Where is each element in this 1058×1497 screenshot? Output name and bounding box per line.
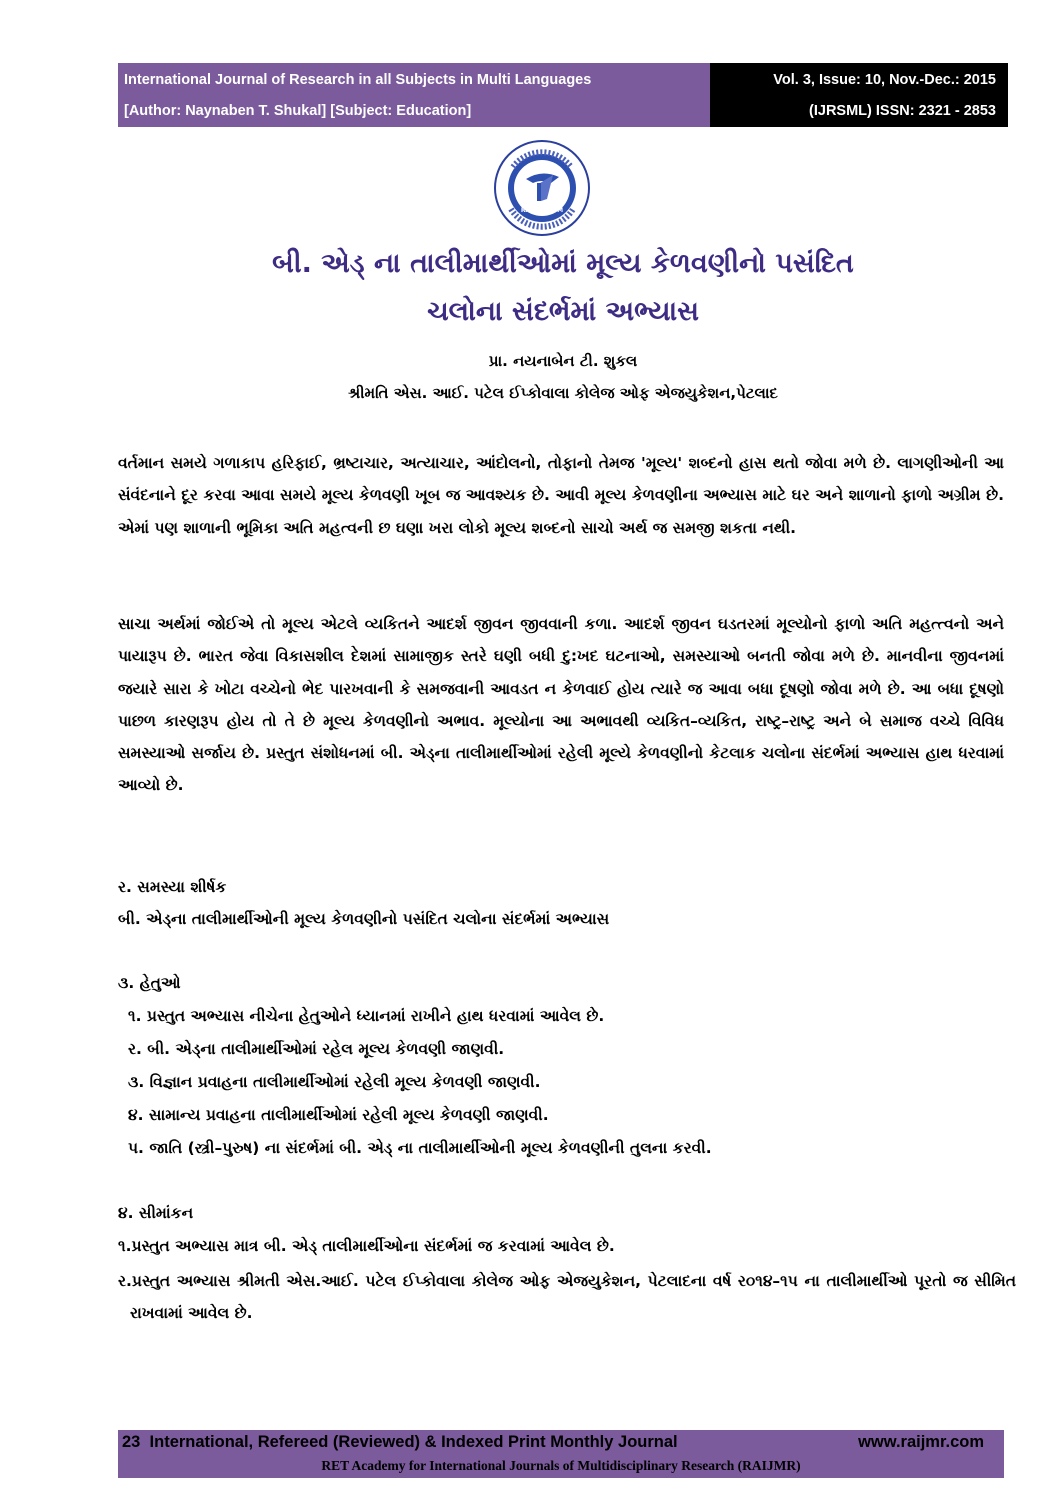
section-heading-delimitation: ૪. સીમાંકન [118,1204,194,1222]
footer-journal-desc [122,1433,678,1452]
journal-name: International Journal of Research in all Subjects in Multi Languages [124,72,592,88]
journal-footer [118,1430,1004,1478]
paper-title-line2: ચલોના સંદર્ભમાં અભ્યાસ [427,296,699,327]
problem-statement: બી. એડ્ના તાલીમાર્થીઓની મૂલ્ય કેળવણીનો પસંદિત ચલોના સંદર્ભમાં અભ્યાસ [118,910,610,928]
volume-info: Vol. 3, Issue: 10, Nov.-Dec.: 2015 [773,72,996,88]
objective-item: ર. બી. એડ્ના તાલીમાર્થીઓમાં રહેલ મૂલ્ય કેળવણી જાણવી. [128,1040,505,1058]
svg-text:RAIJMR.COM: RAIJMR.COM [520,207,564,214]
journal-header [118,63,1008,127]
footer-website[interactable]: www.raijmr.com [858,1433,984,1451]
intro-paragraph: વર્તમાન સમયે ગળાકાપ હરિફાઈ, ભ્રષ્ટાચાર, અત્યાચાર, આંદોલનો, તોફાનો તેમજ 'મૂલ્ય' શબ્દનો હાસ થતો જોવા મળે છે. લાગણીઓની આ સંવંદનાને દૂર કરવા આવા સમયે મૂલ્ય કેળવણી ખૂબ જ આવશ્યક છે. આવી મૂલ્ય કેળવણીના અભ્યાસ માટે ઘર અને શાળાનો ફાળો અગ્રીમ છે. એમાં પણ શાળાની ભૂમિકા અતિ મહત્વની છ ઘણા ખરા લોકો મૂલ્ય શબ્દનો સાચો અર્થ જ સમજી શકતા નથી. [118,454,1005,537]
issn-info: (IJRSML) ISSN: 2321 - 2853 [809,103,996,119]
objective-item: ૪. સામાન્ય પ્રવાહના તાલીમાર્થીઓમાં રહેલી મૂલ્ય કેળવણી જાણવી. [128,1106,549,1124]
author-name: પ્રા. નયનાબેન ટી. શુકલ [488,352,638,370]
header-left-panel [118,63,710,127]
author-subject: [Author: Naynaben T. Shukal] [Subject: Education] [124,103,472,119]
section-heading-objectives: ૩. હેતુઓ [118,974,181,992]
delimitation-item: ર.પ્રસ્તુત અભ્યાસ શ્રીમતી એસ.આઈ. પટેલ ઈપ્કોવાલા કોલેજ ઓફ એજયુકેશન, પેટલાદના વર્ષ ર૦૧૪–૧પ ના તાલીમાર્થીઓ પૂરતો જ સીમિત રાખવામાં આવેલ છે. [118,1272,1016,1322]
author-affiliation: શ્રીમતિ એસ. આઈ. પટેલ ઈપ્કોવાલા કોલેજ ઓફ એજયુકેશન,પેટલાદ [348,384,778,402]
objective-item: પ. જાતિ (સ્ત્રી–પુરુષ) ના સંદર્ભમાં બી. એડ્ ના તાલીમાર્થીઓની મૂલ્ય કેળવણીની તુલના કરવી. [128,1139,712,1157]
footer-publisher: RET Academy for International Journals of Multidisciplinary Research (RAIJMR) [321,1458,801,1473]
section-heading-problem: ર. સમસ્યા શીર્ષક [118,878,227,896]
header-right-panel [710,63,1008,127]
objective-item: ૧. પ્રસ્તુત અભ્યાસ નીચેના હેતુઓને ધ્યાનમાં રાખીને હાથ ધરવામાં આવેલ છે. [128,1007,605,1025]
raijmr-seal-logo [493,139,591,237]
page-number: 23 [122,1433,141,1451]
journal-description: International, Refereed (Reviewed) & Indexed Print Monthly Journal [149,1433,678,1451]
delimitation-item: ૧.પ્રસ્તુત અભ્યાસ માત્ર બી. એડ્ તાલીમાર્થીઓના સંદર્ભમાં જ કરવામાં આવેલ છે. [118,1237,615,1255]
objective-item: ૩. વિજ્ઞાન પ્રવાહના તાલીમાર્થીઓમાં રહેલી મૂલ્ય કેળવણી જાણવી. [128,1073,541,1091]
paper-title-line1: બી. એડ્ ના તાલીમાર્થીઓમાં મૂલ્ય કેળવણીનો પસંદિત [272,248,854,279]
body-paragraph: સાચા અર્થમાં જોઈએ તો મૂલ્ય એટલે વ્યકિતને આદર્શ જીવન જીવવાની કળા. આદર્શ જીવન ઘડતરમાં મૂલ્યોનો ફાળો અતિ મહત્ત્વનો અને પાયારૂપ છે. ભારત જેવા વિકાસશીલ દેશમાં સામાજીક સ્તરે ઘણી બધી દુ:ખદ ઘટનાઓ, સમસ્યાઓ બનતી જોવા મળે છે. માનવીના જીવનમાં જયારે સારા કે ખોટા વચ્ચેનો ભેદ પારખવાની કે સમજવાની આવડત ન કેળવાઈ હોય ત્યારે જ આવા બધા દૂષણો જોવા મળે છે. આ બધા દૂષણો પાછળ કારણરૂપ હોય તો તે છે મૂલ્ય કેળવણીનો અભાવ. મૂલ્યોના આ અભાવથી વ્યકિત–વ્યકિત, રાષ્ટ્ર–રાષ્ટ્ર અને બે સમાજ વચ્ચે વિવિધ સમસ્યાઓ સર્જાય છે. પ્રસ્તુત સંશોધનમાં બી. એડ્ના તાલીમાર્થીઓમાં રહેલી મૂલ્યે કેળવણીનો કેટલાક ચલોના સંદર્ભમાં અભ્યાસ હાથ ધરવામાં આવ્યો છે. [118,615,1004,795]
